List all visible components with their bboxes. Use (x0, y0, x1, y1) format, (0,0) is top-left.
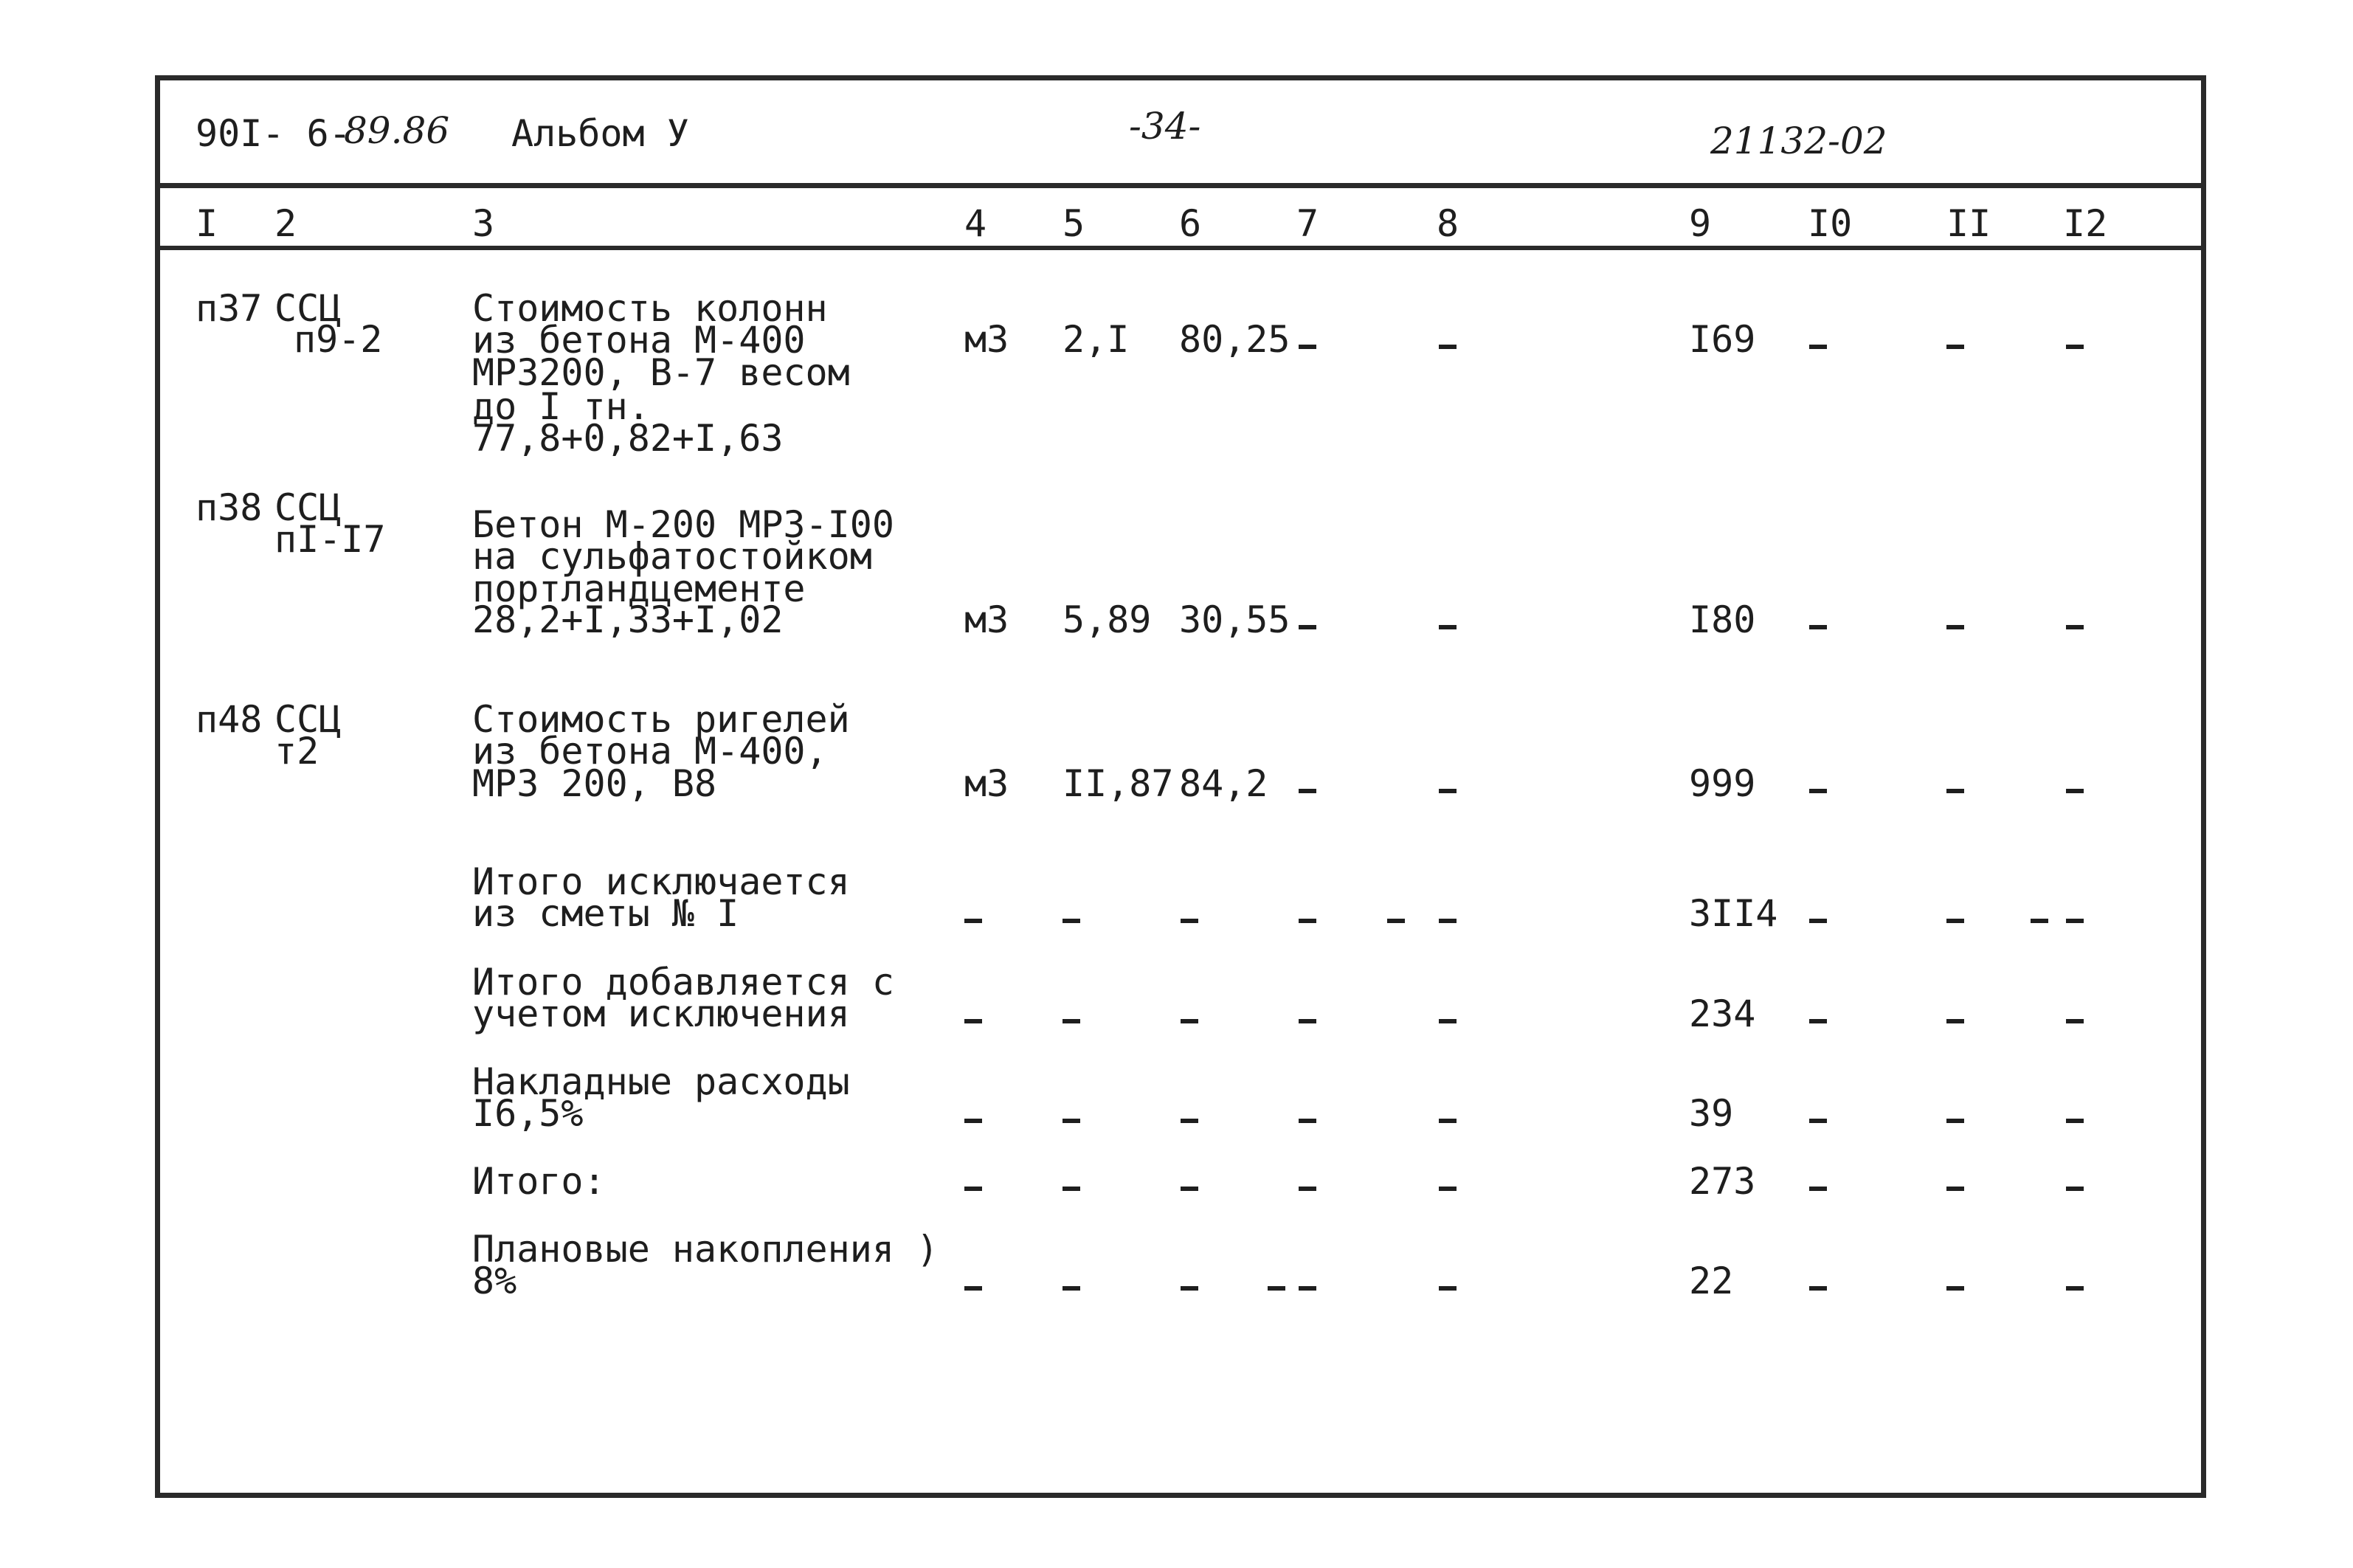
summary-description: Итого добавляется с (472, 961, 894, 1004)
row-unit: м3 (964, 598, 1009, 641)
empty-cell-dash (1809, 625, 1827, 629)
empty-cell-dash (1181, 1119, 1198, 1123)
row-total: I80 (1689, 598, 1756, 641)
empty-cell-dash (1439, 1019, 1457, 1023)
column-number: I (196, 202, 218, 245)
empty-cell-dash (1181, 1286, 1198, 1291)
summary-description: Итого: (472, 1160, 606, 1203)
row-description: портландцементе (472, 567, 806, 610)
row-description: 28,2+I,33+I,02 (472, 598, 784, 641)
empty-cell-dash (1181, 1019, 1198, 1023)
empty-cell-dash (1946, 1119, 1964, 1123)
empty-cell-dash (2066, 625, 2084, 629)
row-total: 999 (1689, 762, 1756, 805)
empty-cell-dash (1299, 1187, 1316, 1191)
document-number: 21132-02 (1710, 120, 1887, 162)
empty-cell-dash (1063, 1286, 1080, 1291)
empty-cell-dash (964, 1286, 982, 1291)
column-number: 8 (1437, 202, 1459, 245)
summary-description: I6,5% (472, 1092, 584, 1135)
row-description: МРЗ 200, В8 (472, 762, 717, 805)
row-unit-price: 80,25 (1179, 318, 1290, 361)
empty-cell-dash (2066, 1119, 2084, 1123)
summary-description: Итого исключается (472, 860, 850, 903)
empty-cell-dash (1809, 1119, 1827, 1123)
row-code: ССЦ (274, 287, 342, 330)
row-description: до I тн. (472, 385, 650, 428)
row-total: I69 (1689, 318, 1756, 361)
empty-cell-dash (1268, 1286, 1285, 1291)
empty-cell-dash (1387, 919, 1405, 923)
empty-cell-dash (1063, 1187, 1080, 1191)
empty-cell-dash (1299, 1286, 1316, 1291)
empty-cell-dash (1809, 345, 1827, 349)
empty-cell-dash (964, 919, 982, 923)
row-position: п37 (196, 287, 263, 330)
empty-cell-dash (2066, 919, 2084, 923)
row-unit: м3 (964, 762, 1009, 805)
empty-cell-dash (2066, 1187, 2084, 1191)
empty-cell-dash (1299, 345, 1316, 349)
empty-cell-dash (1439, 1187, 1457, 1191)
row-description: Бетон М-200 МРЗ-I00 (472, 503, 894, 546)
row-code: пI-I7 (274, 518, 386, 561)
column-number: 4 (964, 202, 987, 245)
empty-cell-dash (1181, 919, 1198, 923)
row-quantity: II,87 (1063, 762, 1174, 805)
row-description: МРЗ200, В-7 весом (472, 351, 850, 394)
empty-cell-dash (1181, 1187, 1198, 1191)
column-number: 2 (274, 202, 297, 245)
row-description: Стоимость ригелей (472, 698, 850, 741)
empty-cell-dash (1439, 1286, 1457, 1291)
row-description: Стоимость колонн (472, 287, 828, 330)
empty-cell-dash (964, 1019, 982, 1023)
row-position: п38 (196, 486, 263, 529)
empty-cell-dash (1439, 625, 1457, 629)
row-unit-price: 84,2 (1179, 762, 1268, 805)
empty-cell-dash (1946, 625, 1964, 629)
empty-cell-dash (1063, 1019, 1080, 1023)
row-code: ССЦ (274, 698, 342, 741)
empty-cell-dash (1946, 1286, 1964, 1291)
summary-description: Накладные расходы (472, 1060, 850, 1103)
empty-cell-dash (1946, 345, 1964, 349)
empty-cell-dash (1946, 789, 1964, 793)
row-unit-price: 30,55 (1179, 598, 1290, 641)
row-description: из бетона М-400, (472, 730, 828, 773)
document-code-handwritten: 89.86 (344, 109, 450, 152)
empty-cell-dash (2066, 1019, 2084, 1023)
empty-cell-dash (1809, 789, 1827, 793)
empty-cell-dash (1299, 625, 1316, 629)
empty-cell-dash (1299, 1019, 1316, 1023)
empty-cell-dash (964, 1187, 982, 1191)
page-number: -34- (1129, 105, 1201, 148)
summary-total: 273 (1689, 1160, 1756, 1203)
empty-cell-dash (964, 1119, 982, 1123)
summary-total: 39 (1689, 1092, 1734, 1135)
row-code: ССЦ (274, 486, 342, 529)
empty-cell-dash (1809, 1187, 1827, 1191)
empty-cell-dash (1439, 919, 1457, 923)
empty-cell-dash (1946, 1019, 1964, 1023)
empty-cell-dash (1809, 1019, 1827, 1023)
row-unit: м3 (964, 318, 1009, 361)
empty-cell-dash (2066, 345, 2084, 349)
empty-cell-dash (1809, 1286, 1827, 1291)
empty-cell-dash (1299, 789, 1316, 793)
column-number: II (1946, 202, 1991, 245)
row-position: п48 (196, 698, 263, 741)
column-number: 6 (1179, 202, 1202, 245)
document-code: 90I- 6- (196, 112, 351, 155)
empty-cell-dash (1439, 345, 1457, 349)
empty-cell-dash (1439, 789, 1457, 793)
column-number: 7 (1296, 202, 1319, 245)
summary-description: из сметы № I (472, 892, 739, 935)
empty-cell-dash (2066, 789, 2084, 793)
empty-cell-dash (1063, 919, 1080, 923)
header-rule (160, 183, 2201, 188)
empty-cell-dash (1809, 919, 1827, 923)
row-quantity: 2,I (1063, 318, 1130, 361)
row-code: т2 (274, 730, 319, 773)
empty-cell-dash (1063, 1119, 1080, 1123)
summary-total: 22 (1689, 1260, 1734, 1302)
empty-cell-dash (1946, 1187, 1964, 1191)
column-number: 3 (472, 202, 495, 245)
empty-cell-dash (2031, 919, 2048, 923)
row-description: на сульфатостойком (472, 535, 872, 578)
column-number: 5 (1063, 202, 1085, 245)
empty-cell-dash (1439, 1119, 1457, 1123)
column-number: 9 (1689, 202, 1712, 245)
summary-description: учетом исключения (472, 992, 850, 1035)
row-code: п9-2 (294, 318, 383, 361)
column-header-rule (160, 246, 2201, 250)
row-description: 77,8+0,82+I,63 (472, 417, 784, 460)
album-label: Альбом У (511, 112, 689, 155)
empty-cell-dash (1946, 919, 1964, 923)
summary-description: 8% (472, 1260, 517, 1302)
summary-total: 234 (1689, 992, 1756, 1035)
column-number: I2 (2063, 202, 2108, 245)
empty-cell-dash (2066, 1286, 2084, 1291)
empty-cell-dash (1299, 1119, 1316, 1123)
row-quantity: 5,89 (1063, 598, 1152, 641)
empty-cell-dash (1299, 919, 1316, 923)
summary-total: 3II4 (1689, 892, 1778, 935)
column-number: I0 (1808, 202, 1853, 245)
summary-description: Плановые накопления ) (472, 1228, 939, 1271)
row-description: из бетона М-400 (472, 319, 806, 362)
